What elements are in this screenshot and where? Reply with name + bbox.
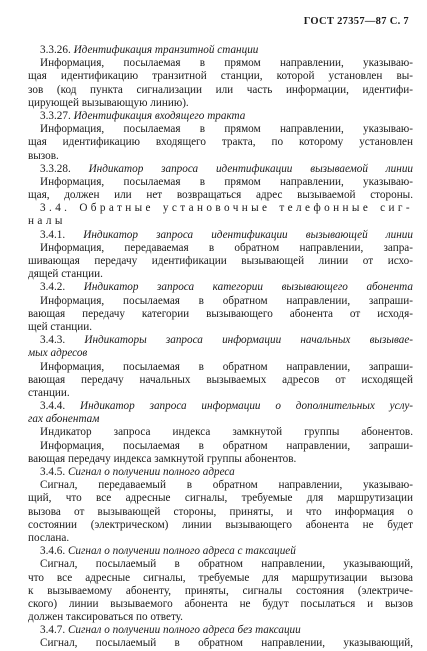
text-line (28, 295, 413, 308)
text-line (28, 426, 413, 439)
line-italic-text: Сигнал о получении полного адреса (67, 466, 235, 478)
text-line (28, 189, 413, 202)
text-line (28, 202, 413, 215)
text-line (28, 440, 413, 453)
line-text: Сигнал, передаваемый в обратном направлении, указываю- (40, 479, 413, 492)
text-line (28, 558, 413, 571)
line-italic-text: гах абонентам (28, 413, 100, 426)
line-text: вызов. (28, 149, 59, 162)
line-text: Информация, посылаемая в обратном направлении, запраши- (40, 294, 413, 307)
text-line (28, 229, 413, 242)
text-line (28, 123, 413, 136)
text-line (28, 110, 413, 123)
line-italic-text: Индикатор запроса информации о дополнительных услу- (80, 400, 413, 413)
line-text: 3.4.4. (40, 400, 81, 413)
line-text: состоянии (электрическом) линии вызывающего абонента не будет (28, 518, 413, 531)
line-text: налы (28, 215, 66, 228)
line-text: ского) линии вызываемого абонента не будут посылаться и вызов (28, 597, 413, 610)
line-italic-text: мых адресов (28, 347, 88, 360)
line-text: должен таксироваться по ответу. (28, 611, 183, 624)
text-line (28, 215, 413, 228)
text-line (28, 242, 413, 255)
text-line (28, 624, 413, 637)
text-line (28, 585, 413, 598)
text-line (28, 281, 413, 294)
line-text: Индикатор запроса индекса замкнутой группы абонентов. (40, 426, 413, 439)
line-text: вающая передачу категории вызывающего абонента от исходя- (28, 307, 413, 320)
text-line (28, 84, 413, 97)
text-line (28, 97, 413, 110)
text-line (28, 572, 413, 585)
line-text: 3.3.27. (40, 109, 74, 122)
text-line (28, 479, 413, 492)
line-text: станции. (28, 386, 70, 399)
text-line (28, 492, 413, 505)
line-text: 3.4.7. (40, 624, 68, 637)
text-line (28, 519, 413, 532)
line-italic-text: Индикаторы запроса информации начальных вызывае- (84, 334, 413, 347)
text-line (28, 70, 413, 83)
line-text: Информация, посылаемая в прямом направлении, указываю- (40, 57, 413, 70)
text-line (28, 44, 413, 57)
line-text: 3.3.28. (40, 162, 89, 175)
line-italic-text: Индикатор запроса идентификации вызывающей линии (83, 228, 413, 241)
line-text: что все адресные сигналы, требуемые для маршрутизации вызова (28, 571, 413, 584)
line-text: вающая передачу начальных вызываемых адресов от исходящей (28, 373, 413, 386)
text-line (28, 268, 413, 281)
text-line (28, 400, 413, 413)
line-text: Сигнал, посылаемый в обратном направлении, указывающий, (40, 558, 413, 571)
line-text: 3.4.6. (40, 545, 68, 558)
line-text: дящей станции. (28, 268, 103, 281)
line-text: зов (код пункта сигнализации или часть информации, идентифи- (28, 83, 413, 96)
line-text: вающая передачу индекса замкнутой группы абонентов. (28, 452, 297, 465)
text-line (28, 387, 413, 400)
line-text: щая идентификацию входящего тракта, по которому установлен (28, 136, 413, 149)
line-text: 3.4.5. (40, 466, 68, 478)
text-line (28, 308, 413, 321)
line-text: 3.4.3. (40, 334, 85, 347)
line-text: цирующей вызывающую линию). (28, 96, 189, 109)
line-text: 3.3.26. (40, 44, 74, 56)
line-text: 3.4.2. (40, 281, 84, 294)
line-text: Информация, передаваемая в обратном направлении, запра- (40, 241, 413, 254)
line-text: щая, должен или нет возвращаться адрес вызываемой стороны. (28, 189, 413, 202)
line-italic-text: Индикатор запроса идентификации вызываемой линии (88, 162, 413, 175)
text-line (28, 361, 413, 374)
text-line (28, 150, 413, 163)
text-line (28, 637, 413, 650)
line-text: Информация, посылаемая в обратном направлении, запраши- (40, 439, 413, 452)
text-line (28, 413, 413, 426)
text-line (28, 545, 413, 558)
text-line (28, 255, 413, 268)
line-text: щая идентификацию транзитной станции, которой установлен вы- (28, 70, 413, 83)
text-line (28, 321, 413, 334)
text-line (28, 347, 413, 360)
line-text: к вызываемому абоненту, приняты, сигналы состояния (электриче- (28, 584, 413, 597)
text-line (28, 506, 413, 519)
line-text: Информация, посылаемая в обратном направлении, запраши- (40, 360, 413, 373)
line-italic-text: Сигнал о получении полного адреса без таксации (67, 624, 301, 637)
text-line (28, 611, 413, 624)
text-line (28, 334, 413, 347)
page-header: ГОСТ 27357—87 С. 7 (303, 16, 409, 27)
text-line (28, 598, 413, 611)
line-italic-text: Сигнал о получении полного адреса с таксацией (67, 545, 296, 558)
text-line (28, 136, 413, 149)
text-line (28, 374, 413, 387)
text-line (28, 453, 413, 466)
line-text: послана. (28, 531, 70, 544)
line-italic-text: Идентификация входящего тракта (73, 109, 246, 122)
text-line (28, 176, 413, 189)
line-text: шивающая передачу идентификации вызывающей линии от исхо- (28, 255, 413, 267)
text-line (28, 57, 413, 70)
line-text: Сигнал, посылаемый в обратном направлении, указывающий, (40, 637, 413, 650)
document-body (28, 44, 413, 651)
text-line (28, 532, 413, 545)
line-italic-text: Идентификация транзитной станции (73, 44, 259, 56)
line-text: 3.4.1. (40, 228, 84, 241)
line-text: 3.4. Обратные установочные телефонные сиг- (40, 202, 413, 215)
line-text: Информация, посылаемая в прямом направлении, указываю- (40, 175, 413, 188)
line-text: вызова от вызывающей стороны, приняты, и что информация о (28, 505, 413, 518)
line-text: щей станции. (28, 320, 93, 333)
text-line (28, 163, 413, 176)
line-text: Информация, посылаемая в прямом направлении, указываю- (40, 123, 413, 136)
text-line (28, 466, 413, 479)
line-text: щий, что все адресные сигналы, требуемые для маршрутизации (28, 492, 413, 505)
line-italic-text: Индикатор запроса категории вызывающего абонента (83, 281, 413, 294)
